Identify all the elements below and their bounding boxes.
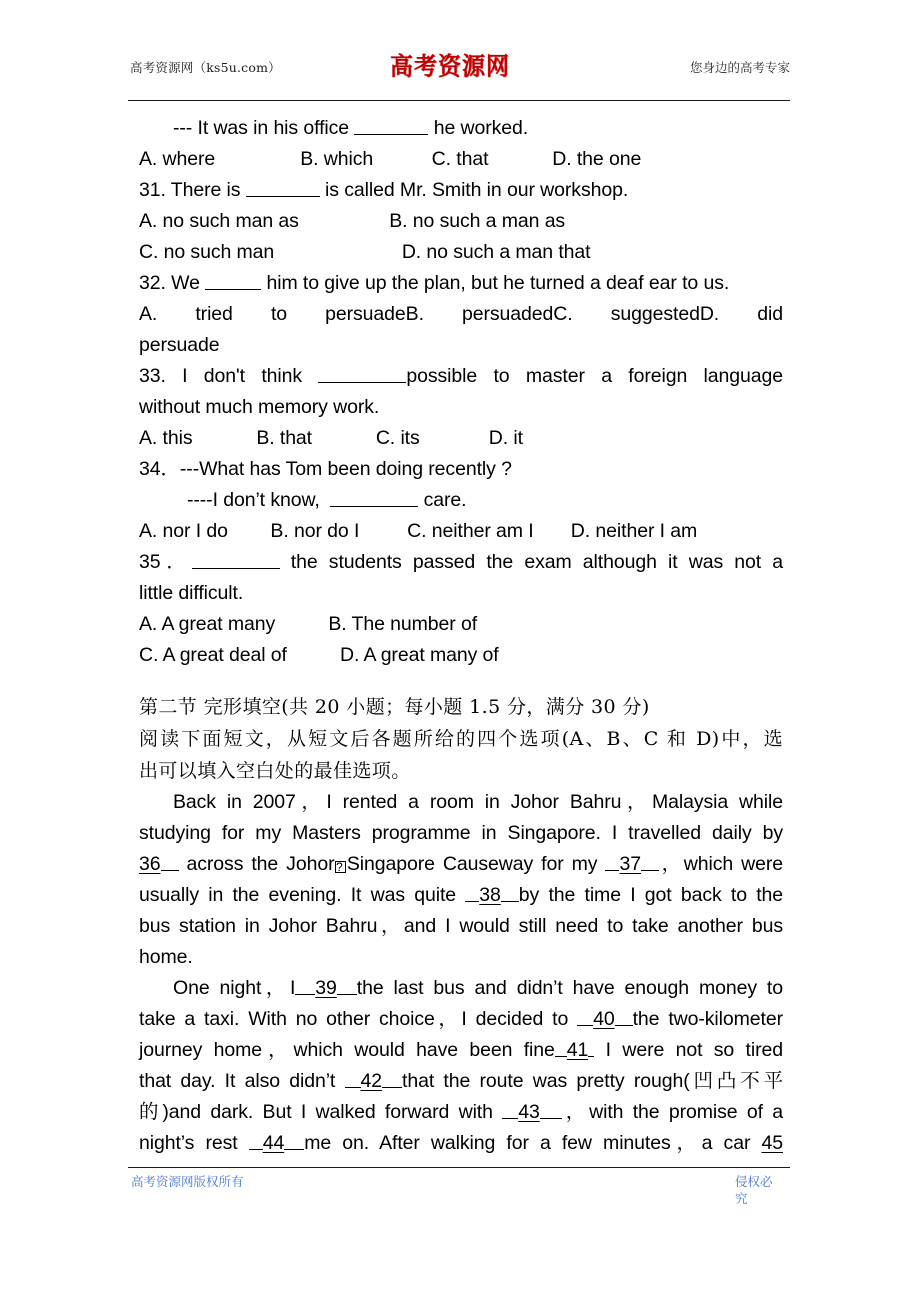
cloze-blank-36-rule [161,851,179,871]
cloze-p1-line1 [139,787,783,818]
question-32-option-d-wrap: persuade [139,334,220,356]
q32-option-a: A. tried to persuade [139,303,406,325]
document-body [139,113,783,1159]
q32-stem-part2: him to give up the plan, but he turned a deaf ear to us. [261,272,730,294]
cloze-p2-line6-part2: me on. After walking for a few minutes，a car [304,1132,762,1154]
cloze-p2-line6 [139,1128,783,1159]
q30-blank [354,115,428,135]
question-35-options-row1 [139,609,783,640]
cloze-p1-line4 [139,880,783,911]
question-31-options-row1 [139,206,783,237]
footer-notice [735,1173,791,1207]
q32-option-c: C. suggested [553,303,700,325]
q32-stem-part1: 32. We [139,272,206,294]
cloze-blank-39-rule [337,975,357,995]
cloze-blank-39-lead [295,975,315,995]
cloze-blank-45: 45 [761,1132,783,1154]
q31-stem-part2: is called Mr. Smith in our workshop. [319,179,629,201]
cloze-p1-line3-part4: ，which were [658,853,783,875]
cloze-blank-39: 39 [315,977,337,999]
q30-option-d: D. the one [552,148,642,170]
cloze-p2-line5 [139,1097,783,1128]
section2-instruction-line1: 阅读下面短文，从短文后各题所给的四个选项(A、B、C 和 D)中，选 [139,728,783,750]
q30-stem-part2: he worked. [428,117,529,139]
q35-option-d: D. A great many of [340,644,499,666]
header-tagline: 您身边的高考专家 [689,60,790,75]
q33-option-c: C. its [375,427,420,449]
section2-instruction-line2: 出可以填入空白处的最佳选项。 [139,760,411,782]
cloze-blank-37-rule [641,851,659,871]
cloze-blank-43-lead [502,1099,518,1119]
q35-stem-part1: 35． [139,551,192,573]
page-header [128,52,790,92]
cloze-p2-line2 [139,1004,783,1035]
q34-stem2-part2: care. [418,489,467,511]
cloze-p2-line1 [139,973,783,1004]
q35-option-a: A. A great many [139,613,276,635]
q31-option-c: C. no such man [139,241,275,263]
cloze-blank-38: 38 [479,884,501,906]
cloze-p2-line3-part2: I were not so tired [594,1039,783,1061]
cloze-blank-43: 43 [518,1101,540,1123]
cloze-p2-line4-part1: that day. It also didn’t [139,1070,345,1092]
question-31-stem [139,175,783,206]
q32-option-d: D. did [699,303,783,325]
q31-option-d: D. no such a man that [401,241,591,263]
question-35-stem-wrap: little difficult. [139,582,244,604]
question-30-options [139,144,783,175]
cloze-p2-line3-part1: journey home，which would have been fine [139,1039,555,1061]
q30-stem-part1: --- It was in his office [173,117,355,139]
q35-stem-part2: the students passed the exam although it was not a [279,551,784,573]
question-35-stem [139,547,783,578]
q33-stem-part2: possible to master a foreign language [406,365,783,387]
cloze-p2-line2-part2: the two-kilometer [632,1008,783,1030]
footer-notice-line1: 侵权必 [735,1174,773,1189]
question-34-stem: 34．---What has Tom been doing recently ? [139,458,512,480]
cloze-blank-38-rule [501,882,519,902]
cloze-p2-line1-part2: the last bus and didn’t have enough money to [356,977,783,999]
q31-blank [246,177,320,197]
cloze-blank-42-rule [382,1068,402,1088]
q35-blank [192,549,280,569]
cloze-blank-44-rule [284,1130,304,1150]
cloze-p1-line4-part2: by the time I got back to the [518,884,784,906]
cloze-p2-line5-part2: ，with the promise of a [561,1101,784,1123]
question-34-stem-line2 [139,485,783,516]
cloze-p1-line3-part2: across the Johor [178,853,335,875]
q31-stem-part1: 31. There is [139,179,246,201]
section-gap [139,671,783,691]
cloze-blank-40: 40 [593,1008,615,1030]
cloze-p1-line2: studying for my Masters programme in Singapore. I travelled daily by [139,822,783,844]
cloze-p1-line4-part1: usually in the evening. It was quite [139,884,466,906]
q34-option-c: C. neither am I [407,520,534,542]
q35-option-b: B. The number of [328,613,478,635]
cloze-p2-line4-part2: that the route was pretty rough(凹凸不平 [402,1070,784,1092]
q33-option-b: B. that [256,427,312,449]
q34-option-a: A. nor I do [139,520,228,542]
question-30-stem [139,113,783,144]
footer-copyright: 高考资源网版权所有 [131,1174,244,1189]
missing-glyph-icon: ? [335,861,346,873]
q33-blank [318,363,406,383]
cloze-p2-line4 [139,1066,783,1097]
q34-option-b: B. nor do I [270,520,360,542]
cloze-blank-41-lead [555,1037,567,1057]
footer-divider [128,1167,790,1168]
q32-option-b: B. persuaded [405,303,554,325]
q33-stem-part1: 33. I don't think [139,365,319,387]
cloze-blank-40-rule [615,1006,633,1026]
cloze-p2-line6-part1: night’s rest [139,1132,249,1154]
header-logo: 高考资源网 [390,52,510,81]
question-33-stem [139,361,783,392]
cloze-blank-42: 42 [360,1070,383,1092]
cloze-blank-44-lead [249,1130,263,1150]
cloze-blank-37: 37 [619,853,641,875]
q30-option-a: A. where [139,148,216,170]
q31-option-b: B. no such a man as [389,210,566,232]
q34-blank [330,487,418,507]
header-site-label: 高考资源网（ks5u.com） [130,60,281,75]
header-divider [128,100,790,101]
cloze-p2-line1-part1: One night，I [173,977,296,999]
cloze-blank-44: 44 [262,1132,285,1154]
q30-option-c: C. that [431,148,489,170]
cloze-blank-42-lead [345,1068,361,1088]
q34-stem2-part1: ----I don’t know, [187,489,331,511]
cloze-blank-36: 36 [139,853,161,875]
cloze-p1-line5: bus station in Johor Bahru，and I would still need to take another bus [139,915,783,937]
cloze-p1-line1-text: Back in 2007，I rented a room in Johor Bahru，Malaysia while [173,791,783,813]
cloze-p1-line3-part3: Singapore Causeway for my [346,853,606,875]
cloze-blank-41: 41 [566,1039,589,1061]
cloze-blank-37-lead [605,851,619,871]
question-33-stem-wrap: without much memory work. [139,396,380,418]
cloze-p1-line6: home. [139,946,193,968]
question-33-options [139,423,783,454]
q35-option-c: C. A great deal of [139,644,287,666]
cloze-p2-line3 [139,1035,783,1066]
cloze-blank-40-lead [577,1006,593,1026]
footer-notice-line2: 究 [735,1191,748,1206]
cloze-p2-line5-part1: 的)and dark. But I walked forward with [139,1101,503,1123]
question-34-options [139,516,783,547]
q33-option-d: D. it [488,427,523,449]
question-35-options-row2 [139,640,783,671]
q30-option-b: B. which [300,148,374,170]
cloze-p1-line3 [139,849,783,880]
cloze-p2-line2-part1: take a taxi. With no other choice，I decided to [139,1008,578,1030]
q33-option-a: A. this [139,427,193,449]
section2-heading: 第二节 完形填空(共 20 小题；每小题 1.5 分，满分 30 分) [139,696,650,718]
cloze-blank-38-lead [465,882,479,902]
q34-option-d: D. neither I am [570,520,698,542]
question-32-options [139,299,783,330]
question-31-options-row2 [139,237,783,268]
cloze-blank-43-rule [540,1099,562,1119]
q31-option-a: A. no such man as [139,210,299,232]
question-32-stem [139,268,783,299]
q32-blank [205,270,261,290]
